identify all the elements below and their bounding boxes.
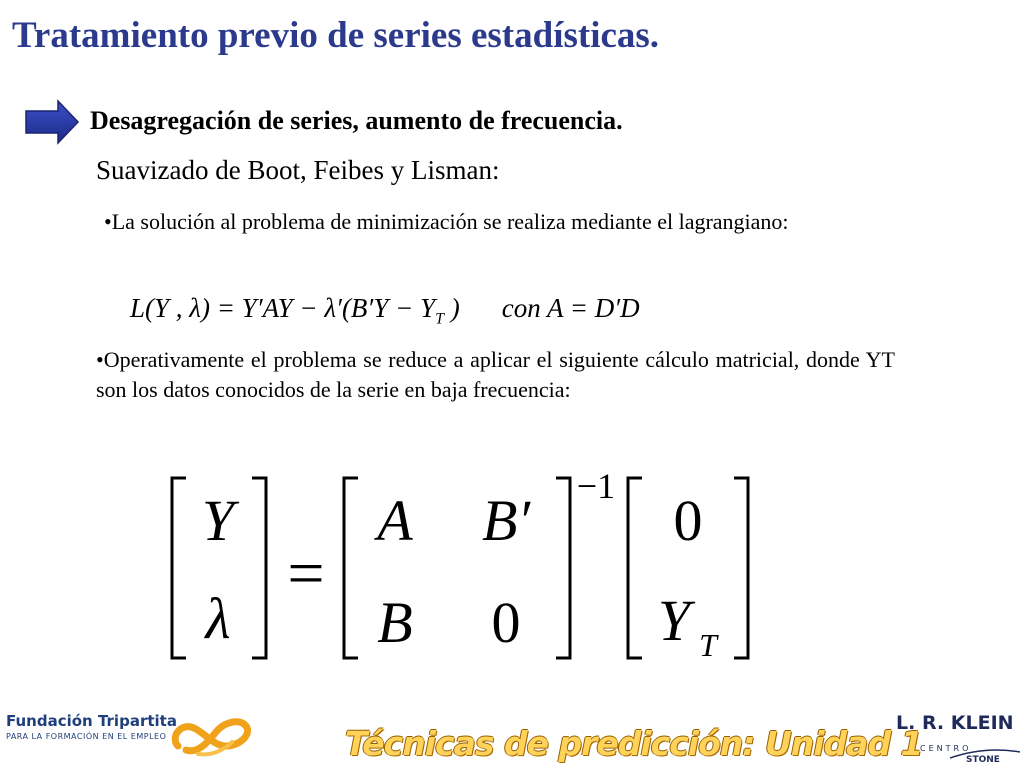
klein-stone-logo bbox=[890, 712, 1024, 768]
section-heading: Suavizado de Boot, Feibes y Lisman: bbox=[96, 155, 500, 185]
left-vector-bottom: λ bbox=[205, 586, 231, 651]
klein-name: L. R. KLEIN bbox=[896, 712, 1014, 734]
lagrangian-lhs-subscript: T bbox=[435, 310, 444, 328]
matrix-cell-b: B bbox=[377, 590, 413, 655]
lagrangian-equation bbox=[130, 293, 640, 328]
fundacion-name: Fundación Tripartita bbox=[6, 712, 177, 730]
stone-label: STONE bbox=[966, 755, 1000, 765]
matrix-equation bbox=[160, 460, 760, 670]
matrix-cell-a: A bbox=[377, 488, 413, 553]
bullet-lagrangian: •La solución al problema de minimización se realiza mediante el lagrangiano: bbox=[104, 209, 789, 234]
left-vector-top: Y bbox=[201, 488, 235, 553]
right-vector-left-bracket bbox=[628, 478, 642, 658]
infinity-logo-icon bbox=[168, 716, 260, 758]
right-vector-bottom: Y bbox=[657, 588, 691, 653]
right-arrow-icon bbox=[24, 99, 80, 145]
left-vector-left-bracket bbox=[172, 478, 186, 658]
right-vector-top: 0 bbox=[673, 488, 703, 553]
matrix-cell-b-prime: B′ bbox=[481, 488, 531, 553]
right-vector-bottom-subscript: T bbox=[699, 627, 717, 663]
centro-label: CENTRO bbox=[920, 744, 972, 753]
left-vector-right-bracket bbox=[252, 478, 266, 658]
lagrangian-rhs: con A = D′D bbox=[501, 293, 640, 323]
fundacion-tripartita-logo bbox=[6, 712, 177, 762]
fundacion-tagline: PARA LA FORMACIÓN EN EL EMPLEO bbox=[6, 732, 167, 741]
matrix-cell-zero: 0 bbox=[491, 590, 521, 655]
middle-matrix-right-bracket bbox=[556, 478, 570, 658]
equals-sign: = bbox=[287, 537, 325, 610]
slide-subtitle: Desagregación de series, aumento de frecuencia. bbox=[90, 106, 623, 135]
footer-course-title: Técnicas de predicción: Unidad 1 bbox=[345, 724, 923, 763]
lagrangian-lhs-close: ) bbox=[444, 293, 460, 323]
lagrangian-lhs: L(Y , λ) = Y′AY − λ′(B′Y − Y bbox=[130, 293, 436, 323]
slide-title: Tratamiento previo de series estadísticas. bbox=[12, 15, 660, 56]
right-vector-right-bracket bbox=[734, 478, 748, 658]
inverse-exponent: −1 bbox=[576, 466, 616, 506]
bullet-matrix-calculation: •Operativamente el problema se reduce a aplicar el siguiente cálculo matricial, donde YT son los datos conocidos de la serie en baja frecuencia: bbox=[96, 347, 895, 402]
middle-matrix-left-bracket bbox=[344, 478, 358, 658]
